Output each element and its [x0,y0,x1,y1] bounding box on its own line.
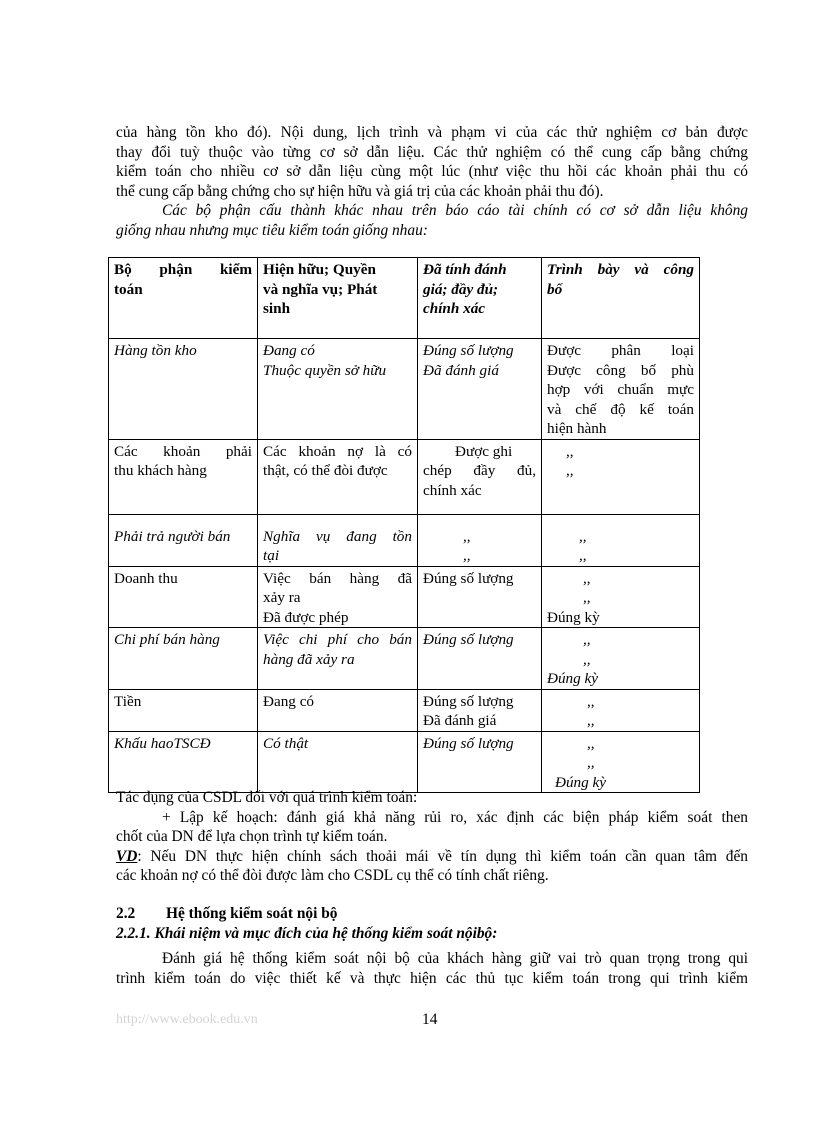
cell-text: ,, [583,650,591,668]
cell-text: chép đầy đủ, [423,462,536,479]
cell-text: Việc bán hàng đã [263,569,412,587]
footer-url: http://www.ebook.edu.vn [116,1012,258,1027]
header-cell-component [109,258,258,339]
header-text: Đã tính đánh [423,261,507,278]
table-cell [258,439,418,514]
cell-text: ,, [587,692,595,710]
cell-text: ,, [587,754,595,771]
table-cell [418,339,542,440]
cell-text: ,, [463,527,471,545]
table-header-row [109,258,700,339]
assertion-table [108,257,700,793]
text-line: Đánh giá hệ thống kiểm soát nội bộ của khách hàng giữ vai trò quan trọng trong qui [162,950,748,967]
text-line: trình kiểm toán do việc thiết kế và thực hiện các thủ tục kiểm toán trong qui trình kiểm [116,969,748,987]
cell-text: Các khoản nợ là có [263,442,412,460]
table-cell [542,731,700,793]
table-row [109,566,700,628]
cell-text: Đúng kỳ [555,773,607,791]
header-text: giá; đầy đủ; [423,280,499,298]
example-text: : Nếu DN thực hiện chính sách thoải mái về tín dụng thì kiểm toán cần quan tâm đến [137,847,748,865]
cell-text: Chi phí bán hàng [114,631,220,648]
table-cell [258,566,418,628]
table-cell [418,566,542,628]
cell-text: Thuộc quyền sở hữu [263,361,387,379]
text-line: thể cung cấp bằng chứng cho sự hiện hữu và giá trị của các khoản phải thu đó). [116,182,604,200]
table-cell [258,628,418,690]
cell-text: Đã được phép [263,608,349,626]
cell-text: Đang có [263,692,315,710]
table-cell [418,514,542,566]
cell-text: ,, [587,712,595,729]
table-cell [542,339,700,440]
page-number: 14 [422,1011,438,1028]
table-cell [258,731,418,793]
header-text: Bộ phận kiểm [114,261,252,278]
cell-text: hàng đã xảy ra [263,650,355,668]
header-text: chính xác [423,300,486,317]
text-line: các khoản nợ có thể đòi được làm cho CSDL cụ thể có tính chất riêng. [116,867,549,885]
cell-text: ,, [587,734,595,752]
cell-text: ,, [463,547,471,564]
header-text: Trình bày và công [547,261,694,278]
cell-text: ,, [583,589,591,606]
cell-text: Đúng kỳ [547,670,599,687]
header-cell-valuation [418,258,542,339]
cell-text: Phải trả người bán [114,527,231,545]
text-line: kiểm toán cho nhiều cơ sở dẫn liệu cùng một lúc (như việc thu hồi các khoản phải thu có [116,163,748,181]
table-row [109,514,700,566]
text-line [116,847,748,867]
cell-text: hợp với chuẩn mực [547,381,694,398]
subsection-heading: 2.2.1. Khái niệm và mục đích của hệ thống kiểm soát nộibộ: [116,925,498,942]
cell-text: Khấu haoTSCĐ [114,734,211,752]
section-title: Hệ thống kiểm soát nội bộ [166,905,338,922]
cell-text: Đúng số lượng [423,569,514,587]
effect-section [116,788,748,886]
cell-text: Doanh thu [114,569,178,587]
cell-text: Đang có [263,342,315,359]
text-line: chốt của DN để lựa chọn trình tự kiểm toán. [116,828,388,846]
cell-text: hiện hành [547,420,607,437]
cell-text: Đã đánh giá [423,361,499,379]
table-row [109,628,700,690]
cell-text: Đúng số lượng [423,342,514,359]
text-line: giống nhau nhưng mục tiêu kiểm toán giống nhau: [116,221,428,239]
table-cell [418,689,542,731]
italic-paragraph [116,201,748,240]
header-text: sinh [263,300,291,317]
cell-text: Các khoản phải [114,442,252,460]
cell-text: ,, [579,527,587,545]
table-row [109,439,700,514]
table-cell [109,566,258,628]
cell-text: thật, có thể đòi được [263,462,388,479]
table-cell [109,731,258,793]
cell-text: Đã đánh giá [423,712,497,729]
table-row [109,689,700,731]
table-cell [418,439,542,514]
cell-text: Có thật [263,734,309,752]
header-text: bố [547,280,563,298]
section-number: 2.2 [116,905,136,922]
cell-text: ,, [566,442,574,460]
cell-text: Hàng tồn kho [114,342,197,359]
cell-text: Được công bố phù [547,361,694,379]
table-cell [258,689,418,731]
cell-text: xảy ra [263,589,301,606]
closing-paragraph [116,949,748,988]
table-cell [109,689,258,731]
table-row [109,339,700,440]
header-text: toán [114,280,143,298]
cell-text: Nghĩa vụ đang tồn [263,527,412,545]
table-row [109,731,700,793]
text-line: của hàng tồn kho đó). Nội dung, lịch trình và phạm vi của các thử nghiệm cơ bản được [116,124,748,141]
cell-text: Đúng kỳ [547,608,600,626]
table-cell [109,628,258,690]
text-line: + Lập kế hoạch: đánh giá khả năng rủi ro, xác định các biện pháp kiểm soát then [162,808,748,826]
cell-text: ,, [566,462,574,479]
header-cell-existence [258,258,418,339]
cell-text: thu khách hàng [114,462,207,479]
cell-text: Đúng số lượng [423,692,514,710]
table-cell [418,628,542,690]
text-line: Các bộ phận cấu thành khác nhau trên báo cáo tài chính có cơ sở dẫn liệu không [162,202,748,219]
cell-text: và chế độ kế toán [547,400,694,418]
table-cell [109,514,258,566]
table-cell [542,689,700,731]
header-cell-presentation [542,258,700,339]
cell-text: ,, [583,569,591,587]
table-cell [542,439,700,514]
table-cell [542,628,700,690]
section-heading [116,905,337,923]
cell-text: chính xác [423,481,482,499]
header-text: và nghĩa vụ; Phát [263,280,378,298]
table-cell [418,731,542,793]
text-line: Tác dụng của CSDL đối với quá trình kiểm toán: [116,789,418,806]
cell-text: Được ghi [455,442,513,460]
header-text: Hiện hữu; Quyền [263,261,376,278]
table-cell [258,339,418,440]
text-line: thay đổi tuỳ thuộc vào từng cơ sở dẫn liệu. Các thử nghiệm có thể cung cấp bằng chứng [116,143,748,161]
cell-text: Tiền [114,692,142,710]
cell-text: tại [263,547,280,564]
cell-text: Việc chi phí cho bán [263,631,412,648]
cell-text: Được phân loại [547,342,694,359]
table-cell [258,514,418,566]
table-cell [109,339,258,440]
cell-text: ,, [579,547,587,564]
table-cell [542,514,700,566]
cell-text: Đúng số lượng [423,631,514,648]
table-cell [109,439,258,514]
example-label: VD [116,847,138,865]
cell-text: ,, [583,631,591,648]
intro-paragraph [116,123,748,201]
cell-text: Đúng số lượng [423,734,514,752]
table-cell [542,566,700,628]
